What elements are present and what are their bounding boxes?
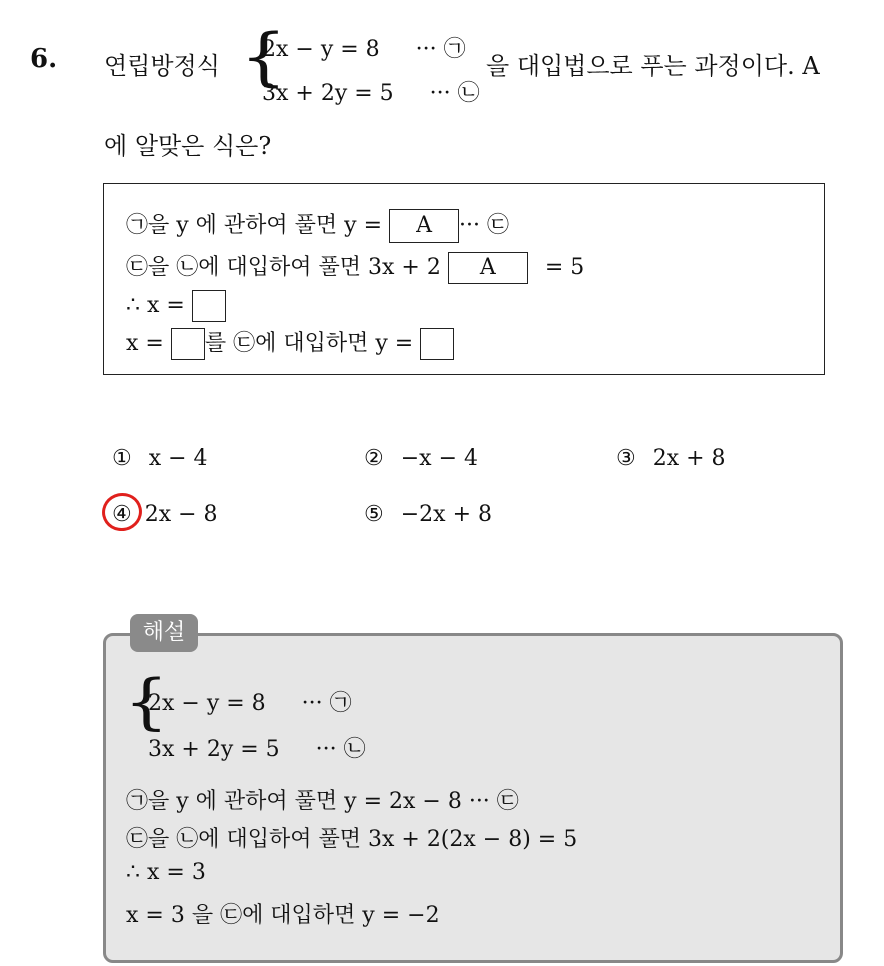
process-line-1-post: ··· ㉢ <box>459 213 509 238</box>
solution-line-3: ∴ x = 3 <box>126 860 206 885</box>
process-line-2-post: = 5 <box>544 255 585 280</box>
process-line-2-pre: ㉢을 ㉡에 대입하여 풀면 3x + 2 <box>126 255 441 280</box>
process-line-4 <box>126 326 454 360</box>
choice-4-text: 2x − 8 <box>144 502 218 527</box>
process-line-2 <box>126 250 584 284</box>
solution-system-brace: { <box>124 666 169 737</box>
choice-5-number: ⑤ <box>364 502 384 527</box>
choice-5[interactable] <box>364 502 492 527</box>
question-prefix: 연립방정식 <box>104 52 220 80</box>
choice-5-text: −2x + 8 <box>400 502 492 527</box>
choice-3-number: ③ <box>616 446 636 471</box>
blank-a-1: A <box>389 209 459 243</box>
process-line-1 <box>126 208 509 243</box>
blank-x-value <box>192 290 226 322</box>
solution-system-eq-2-text: 3x + 2y = 5 <box>148 737 280 762</box>
solution-system-eq-2 <box>148 732 366 763</box>
question-suffix: 을 대입법으로 푸는 과정이다. A <box>486 52 820 80</box>
process-line-4-pre: x = <box>126 331 164 356</box>
answer-circle-mark <box>98 489 145 534</box>
process-line-1-pre: ㉠을 y 에 관하여 풀면 y = <box>126 213 383 238</box>
choice-4-number: ④ <box>112 502 132 527</box>
solution-system-eq-1 <box>148 686 352 717</box>
choice-2[interactable] <box>364 446 478 471</box>
solution-line-2: ㉢을 ㉡에 대입하여 풀면 3x + 2(2x − 8) = 5 <box>126 827 578 852</box>
system-eq-2 <box>262 76 480 107</box>
choice-3[interactable] <box>616 446 726 471</box>
system-eq-1 <box>262 32 466 63</box>
question-line2: 에 알맞은 식은? <box>104 132 272 160</box>
choice-2-number: ② <box>364 446 384 471</box>
system-eq-2-text: 3x + 2y = 5 <box>262 81 394 106</box>
solution-line-1: ㉠을 y 에 관하여 풀면 y = 2x − 8 ··· ㉢ <box>126 789 519 814</box>
system-eq-1-text: 2x − y = 8 <box>262 37 380 62</box>
choice-3-text: 2x + 8 <box>652 446 726 471</box>
choice-1-text: x − 4 <box>148 446 208 471</box>
blank-y-value <box>420 328 454 360</box>
choice-1[interactable] <box>112 446 208 471</box>
process-line-3 <box>126 290 226 322</box>
system-brace: { <box>240 20 288 94</box>
solution-line-4: x = 3 을 ㉢에 대입하면 y = −2 <box>126 903 440 928</box>
question-number: 6. <box>30 44 58 74</box>
system-eq-1-mark: ··· ㉠ <box>415 37 466 62</box>
solution-system-eq-2-mark: ··· ㉡ <box>315 737 366 762</box>
choice-2-text: −x − 4 <box>400 446 478 471</box>
solution-system-eq-1-text: 2x − y = 8 <box>148 691 266 716</box>
blank-x-substitute <box>171 328 205 360</box>
solution-system-eq-1-mark: ··· ㉠ <box>301 691 352 716</box>
process-line-3-pre: ∴ x = <box>126 293 185 318</box>
blank-a-2: A <box>448 252 528 284</box>
solution-label: 해설 <box>130 614 198 652</box>
process-line-4-mid: 를 ㉢에 대입하면 y = <box>204 331 414 356</box>
system-eq-2-mark: ··· ㉡ <box>429 81 480 106</box>
choice-1-number: ① <box>112 446 132 471</box>
